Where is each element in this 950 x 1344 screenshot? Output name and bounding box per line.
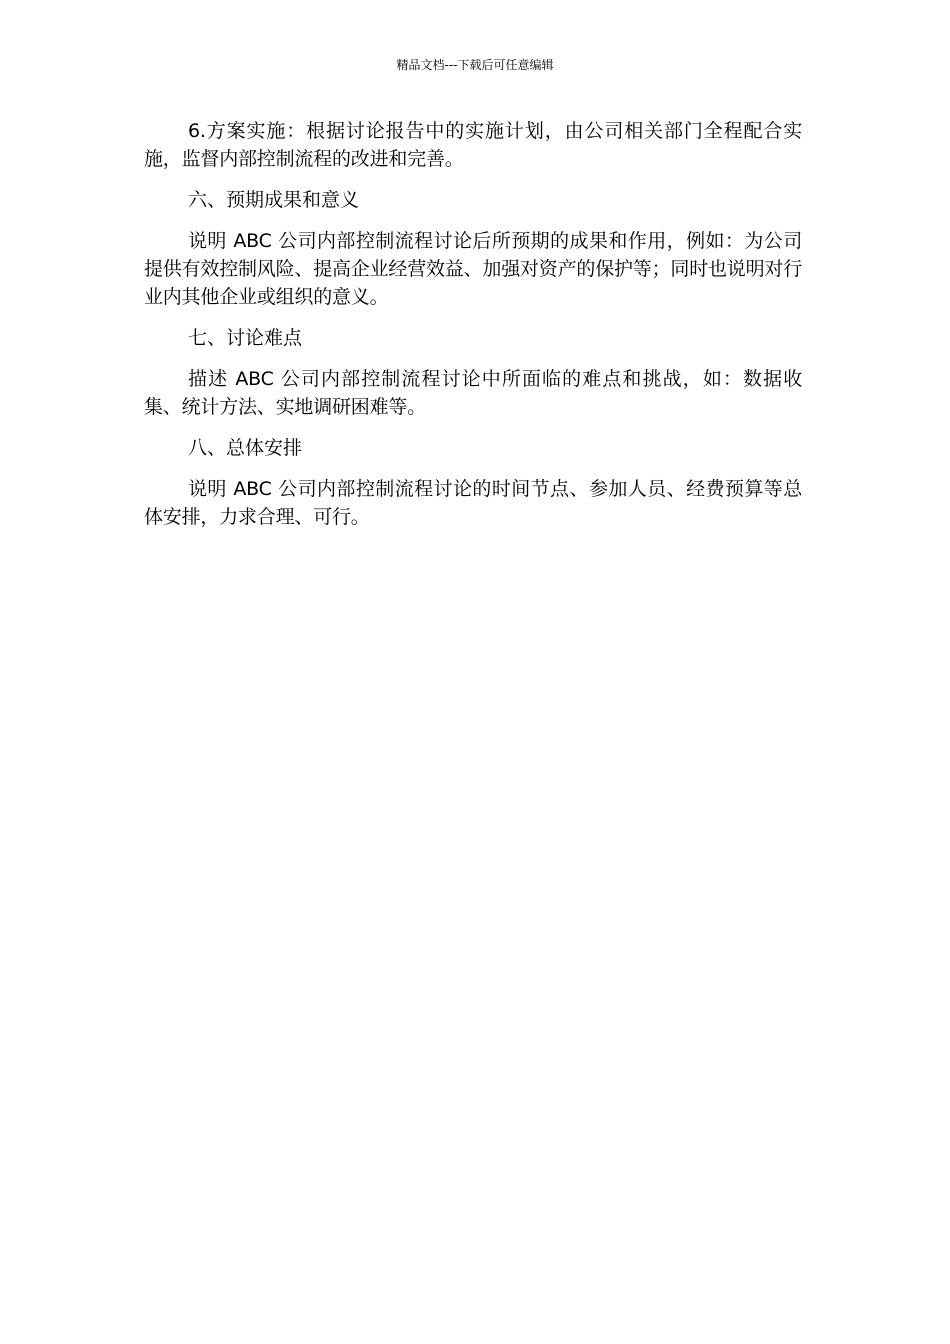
document-body [144,117,802,544]
section-heading-overall-arrangement: 八、总体安排 [188,437,303,459]
paragraph-difficulties: 描述 ABC 公司内部控制流程讨论中所面临的难点和挑战，如：数据收集、统计方法、实地调研困难等。 [144,368,802,418]
section-heading-expected-results: 六、预期成果和意义 [188,189,360,211]
paragraph-implementation: 6.方案实施：根据讨论报告中的实施计划，由公司相关部门全程配合实施，监督内部控制流程的改进和完善。 [144,120,802,170]
page-header: 精品文档---下载后可任意编辑 [396,58,554,72]
paragraph-overall-arrangement: 说明 ABC 公司内部控制流程讨论的时间节点、参加人员、经费预算等总体安排，力求合理、可行。 [144,478,802,528]
section-heading-difficulties: 七、讨论难点 [188,327,303,349]
paragraph-expected-results: 说明 ABC 公司内部控制流程讨论后所预期的成果和作用，例如：为公司提供有效控制风险、提高企业经营效益、加强对资产的保护等；同时也说明对行业内其他企业或组织的意义。 [144,230,803,308]
